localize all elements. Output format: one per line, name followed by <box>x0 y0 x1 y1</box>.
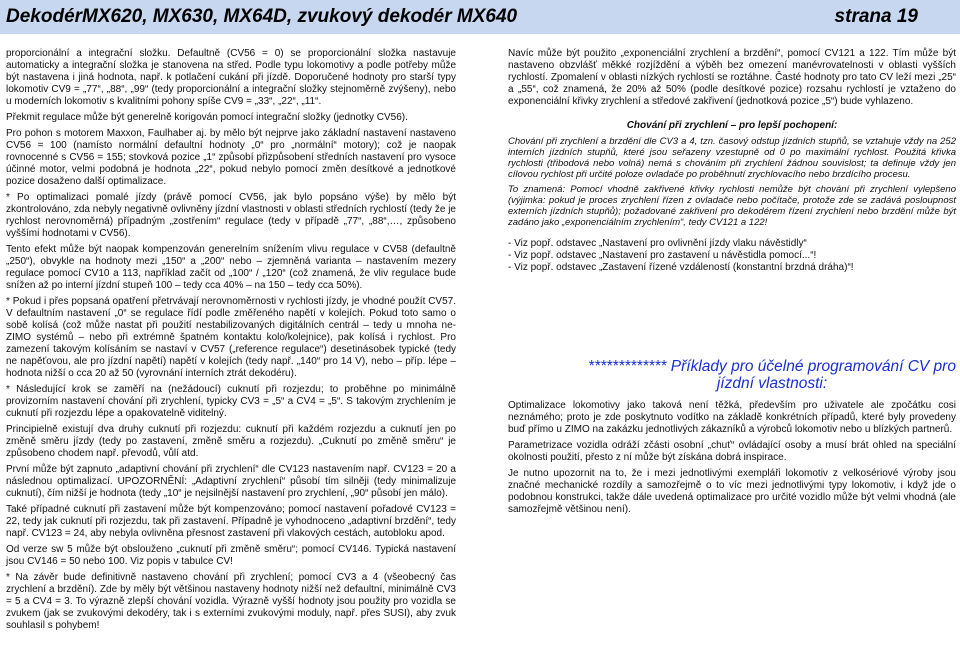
heading-stars: ************* <box>588 358 667 375</box>
heading-text: Příklady pro účelné programování CV pro jízdní vlastnosti: <box>670 358 956 392</box>
page-header <box>0 0 960 34</box>
list-item: - Viz popř. odstavec „Nastavení pro zastavení u návěstidla pomocí...“! <box>508 250 817 261</box>
paragraph: * Pokud i přes popsaná opatření přetrvávají nerovnoměrnosti v rychlosti jízdy, je vhodné použít CV57. V defaultním nastavení „0“ se regulace řídí podle změřeného napětí v kolejích. Pokud toto samo o sobě kolísá (což může nastat při použití nestabilizovaných digitálních centrál – tedy u mnoha ne-ZIMO systémů – nebo při extrémně špatném kontaktu kolo/kolejnice), pak kolísá i rychlost. Pro zamezení takovým kolísáním se nastaví v CV57 („reference regulace“) desetinásobek typické (tedy ne napěťovou, ale pro jízdní napětí) napětí v kolejích (tedy např. „140“ pro 14 V), nebo – příp. lépe – hodnota nižší o cca 20 až 50 (vyrovnání interních ztrát dekodéru). <box>6 296 456 379</box>
reference-list <box>508 238 956 274</box>
paragraph: Tento efekt může být naopak kompenzován generelním snížením vlivu regulace v CV58 (defaultně „250“), obvykle na hodnoty mezi „150“ a „200“ nebo – zjemněná varianta – nastavením mezery regulace pomocí CV10 a 113, například začít od „100“ / „120“ (což znamená, že vliv regulace bude snížen až po interní jízdní stupeň 100 – tedy cca 40% – na 150 – tedy cca 50%). <box>6 244 456 291</box>
left-column <box>6 48 456 636</box>
paragraph: Od verze sw 5 může být obslouženo „cuknutí při změně směru“; pomocí CV146. Typická nastavení jsou CV146 = 50 nebo 100. Viz popis v tabulce CV! <box>6 544 456 567</box>
paragraph: Také případné cuknutí při zastavení může být kompenzováno; pomocí nastavení pořadové CV123 = 22, tedy jak cuknutí při rozjezdu, tak při zastavení. Případně je vyhodnoceno „adaptivní brzdění“, tedy např. CV123 = 24, aby nebyla ovlivněna přesnost zastavení při vlakových cestách, autobloku apod. <box>6 504 456 539</box>
paragraph: Optimalizace lokomotivy jako taková není těžká, především pro uživatele ale zpočátku cosi neznámého; proto je zde poskytnuto vodítko na základě konkrétních případů, které byly provedeny buď přímo u ZIMO na zakázku jednotlivých zákazníků a výrobců lokomotiv nebo u blízkých partnerů. <box>508 400 956 435</box>
section-heading <box>508 358 956 392</box>
box-paragraph: Chování při zrychlení a brzdění dle CV3 a 4, tzn. časový odstup jízdních stupňů, se vztahuje vždy na 252 interních jízdních stupňů, které jsou seřazeny vzestupně od 0 po maximální rychlost. Použitá křivka rychlosti (třibodová nebo volná) nemá s chováním při zrychlení žádnou souvislost; ta definuje vždy jen cílovou rychlost při určité poloze ovladače po proběhnutí zrychlovacího nebo brzdícího procesu. <box>508 136 956 180</box>
paragraph: * Po optimalizaci pomalé jízdy (právě pomocí CV56, jak bylo popsáno výše) by mělo být zkontrolováno, zda nebyly negativně ovlivněny jízdní vlastnosti v oblasti středních rychlostí (tedy že je rychlost nerovnoměrná) případným „zostřením“ regulace (tedy v případě „77“, „88“,…, způsobeno vyššími hodnotami v CV56). <box>6 192 456 239</box>
paragraph: První může být zapnuto „adaptivní chování při zrychlení“ dle CV123 nastavením např. CV123 = 20 a následnou optimalizací. UPOZORNĚNÍ: „Adaptivní zrychlení“ působí tím silněji (tedy minimalizuje cuknutí), čím nižší je hodnota (tedy „10“ je nejsilnější nastavení pro zrychlení, „90“ působí jen málo). <box>6 464 456 499</box>
paragraph: Je nutno upozornit na to, že i mezi jednotlivými exempláři lokomotiv z velkosériové výroby jsou značné mechanické rozdíly a samozřejmě o to víc mezi jednotlivými typy lokomotiv, i když jde o podobnou konstrukci, takže dále uvedená optimalizace pro určité vozidlo může být velmi vhodná (ale samozřejmě většinou není). <box>508 468 956 515</box>
paragraph: Pro pohon s motorem Maxxon, Faulhaber aj. by mělo být nejprve jako základní nastavení nastaveno CV56 = 100 (namísto normální defaultní hodnoty „0“ pro „normální“ motory); což je naopak rovnocenné s CV56 = 155; stovková pozice „1“ způsobí přizpůsobení středních nastavení pro vysoce účinné motor, velmi podobná je hodnota „22“, pokud nebylo pomocí změn desítkové a jednotkové pozice dosaženo další optimalizace. <box>6 128 456 187</box>
paragraph: * Následující krok se zaměří na (nežádoucí) cuknutí při rozjezdu; to proběhne po minimálně provizorním nastavení chování při zrychlení, typicky CV3 = „5“ a CV4 = „5“. S takovým zrychlením je cuknutí při rozjezdu lépe a opakovatelně viditelný. <box>6 384 456 419</box>
header-title: DekodérMX620, MX630, MX64D, zvukový dekodér MX640 <box>6 6 518 27</box>
list-item: - Viz popř. odstavec „Nastavení pro ovlivnění jízdy vlaku návěstidly“ <box>508 238 807 249</box>
paragraph: Překmit regulace může být generelně korigován pomocí integrační složky (jednotky CV56). <box>6 112 408 123</box>
paragraph: * Na závěr bude definitivně nastaveno chování při zrychlení; pomocí CV3 a 4 (všeobecný čas zrychlení a brzdění). Zde by měly být většinou nastaveny hodnoty nižší než defaultní, minimálně CV3 = 5 a CV4 = 3. To výrazně zlepší chování vozidla. Výrazně vyšší hodnoty jsou použity pro vozidla se zvukem (jak se zvukovými dekodéry, tak i s externími zvukovými moduly, např. přes SUSI), aby zvuk souhlasil s pohybem! <box>6 572 456 631</box>
paragraph: proporcionální a integrační složku. Defaultně (CV56 = 0) se proporcionální složka nastavuje automaticky a integrační složka je stanovena na střed. Podle typu lokomotivy a podle potřeby může být nastavena i jiná hodnota, např. k potlačení cukání při jízdě. Doporučené hodnoty pro starší typy lokomotiv CV9 = „77“, „88“, „99“ (tedy proporcionální a integrační složky stejnoměrně zvýšeny), nebo u moderních lokomotiv s kvalitními pohony spíše CV9 = „33“, „22“, „11“. <box>6 48 456 107</box>
paragraph: Parametrizace vozidla odráží zčásti osobní „chuť“ ovládající osoby a musí brát ohled na speciální okolnosti použití, přesto z ní může být získána dobrá inspirace. <box>508 440 956 463</box>
paragraph: Principielně existují dva druhy cuknutí při rozjezdu: cuknutí při každém rozjezdu a cuknutí jen po změně směru jízdy (tedy po zastavení, změně směru a rozjezdu). „Cuknutí po změně směru“ je způsobeno chodem např. převodů, vůlí atd. <box>6 424 456 459</box>
intro-paragraph: Navíc může být použito „exponenciální zrychlení a brzdění“, pomocí CV121 a 122. Tím může být nastaveno obzvlášť měkké rozjíždění a výběh bez omezení manévrovatelnosti v oblasti vyšších rychlostí. Zpomalení v oblasti nízkých rychlostí se roztáhne. Časté hodnoty pro tato CV leží mezi „25“ a „55“, což znamená, že 20% až 50% (podle desítkové pozice) rozsahu rychlostí je vztaženo do exponenciální křivky zrychlení a středové zakřivení (jednotková pozice „5“) bude vyhlazeno. <box>508 48 956 107</box>
list-item: - Viz popř. odstavec „Zastavení řízené vzdáleností (konstantní brzdná dráha)“! <box>508 262 854 273</box>
page-number: strana 19 <box>834 6 918 27</box>
right-column <box>508 48 956 520</box>
box-paragraph: To znamená: Pomocí vhodně zakřivené křivky rychlosti nemůže být chování při zrychlení vylepšeno (výjimka: pokud je proces zrychlení řízen z ovladače nebo počítače, protože zde se zadává posloupnost externích jízdních stupňů); požadované zakřivení pro dekodérem řízení zrychlení nebo brzdění může být zadáno jako „exponenciálním zrychlením“, tedy CV121 a 122! <box>508 184 956 228</box>
box-title: Chování při zrychlení – pro lepší pochopení: <box>626 120 838 131</box>
